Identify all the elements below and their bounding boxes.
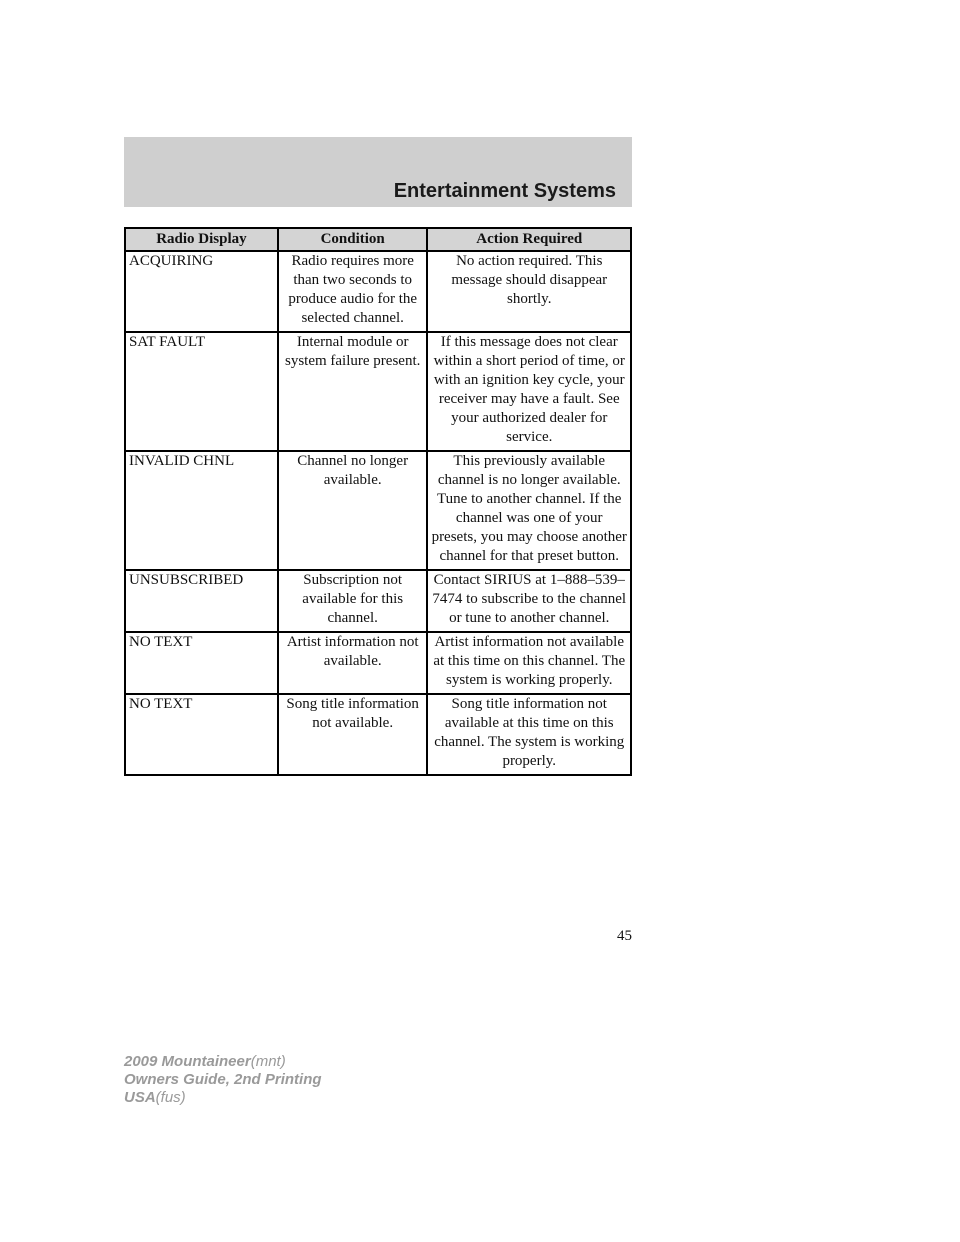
- radio-display-cell: ACQUIRING: [125, 251, 278, 332]
- action-required-cell: Song title information not available at this time on this channel. The system is working properly.: [427, 694, 631, 775]
- footer-line-edition: [124, 1071, 322, 1089]
- page-number: 45: [617, 928, 632, 944]
- action-required-cell: This previously available channel is no longer available. Tune to another channel. If the channel was one of your presets, you may choose another channel for that preset button.: [427, 451, 631, 570]
- radio-display-cell: INVALID CHNL: [125, 451, 278, 570]
- footer-market-code: (fus): [155, 1089, 186, 1106]
- column-header-condition: Condition: [278, 228, 428, 251]
- condition-cell: Song title information not available.: [278, 694, 428, 775]
- table-row: [125, 332, 631, 451]
- footer-line-model: [124, 1053, 322, 1071]
- column-header-radio-display: Radio Display: [125, 228, 278, 251]
- condition-cell: Radio requires more than two seconds to produce audio for the selected channel.: [278, 251, 428, 332]
- footer-edition: Owners Guide, 2nd Printing: [124, 1071, 322, 1088]
- radio-display-cell: NO TEXT: [125, 632, 278, 694]
- radio-display-cell: UNSUBSCRIBED: [125, 570, 278, 632]
- footer-market: USA: [124, 1089, 156, 1106]
- table-row: [125, 570, 631, 632]
- radio-display-cell: NO TEXT: [125, 694, 278, 775]
- footer-model-name: 2009 Mountaineer: [124, 1053, 251, 1070]
- footer-model-code: (mnt): [250, 1053, 286, 1070]
- table-row: [125, 451, 631, 570]
- action-required-cell: No action required. This message should disappear shortly.: [427, 251, 631, 332]
- condition-cell: Artist information not available.: [278, 632, 428, 694]
- action-required-cell: If this message does not clear within a short period of time, or with an ignition key cycle, your receiver may have a fault. See your authorized dealer for service.: [427, 332, 631, 451]
- section-title: Entertainment Systems: [393, 180, 616, 202]
- condition-cell: Subscription not available for this channel.: [278, 570, 428, 632]
- table-row: [125, 694, 631, 775]
- condition-cell: Channel no longer available.: [278, 451, 428, 570]
- table-header-row: [125, 228, 631, 251]
- document-footer: [124, 1053, 322, 1107]
- section-header-band: [124, 137, 632, 207]
- table-row: [125, 251, 631, 332]
- radio-messages-table: [124, 227, 632, 776]
- footer-line-market: [124, 1089, 322, 1107]
- action-required-cell: Artist information not available at this time on this channel. The system is working properly.: [427, 632, 631, 694]
- radio-display-cell: SAT FAULT: [125, 332, 278, 451]
- table-row: [125, 632, 631, 694]
- condition-cell: Internal module or system failure present.: [278, 332, 428, 451]
- action-required-cell: Contact SIRIUS at 1–888–539–7474 to subscribe to the channel or tune to another channel.: [427, 570, 631, 632]
- column-header-action-required: Action Required: [427, 228, 631, 251]
